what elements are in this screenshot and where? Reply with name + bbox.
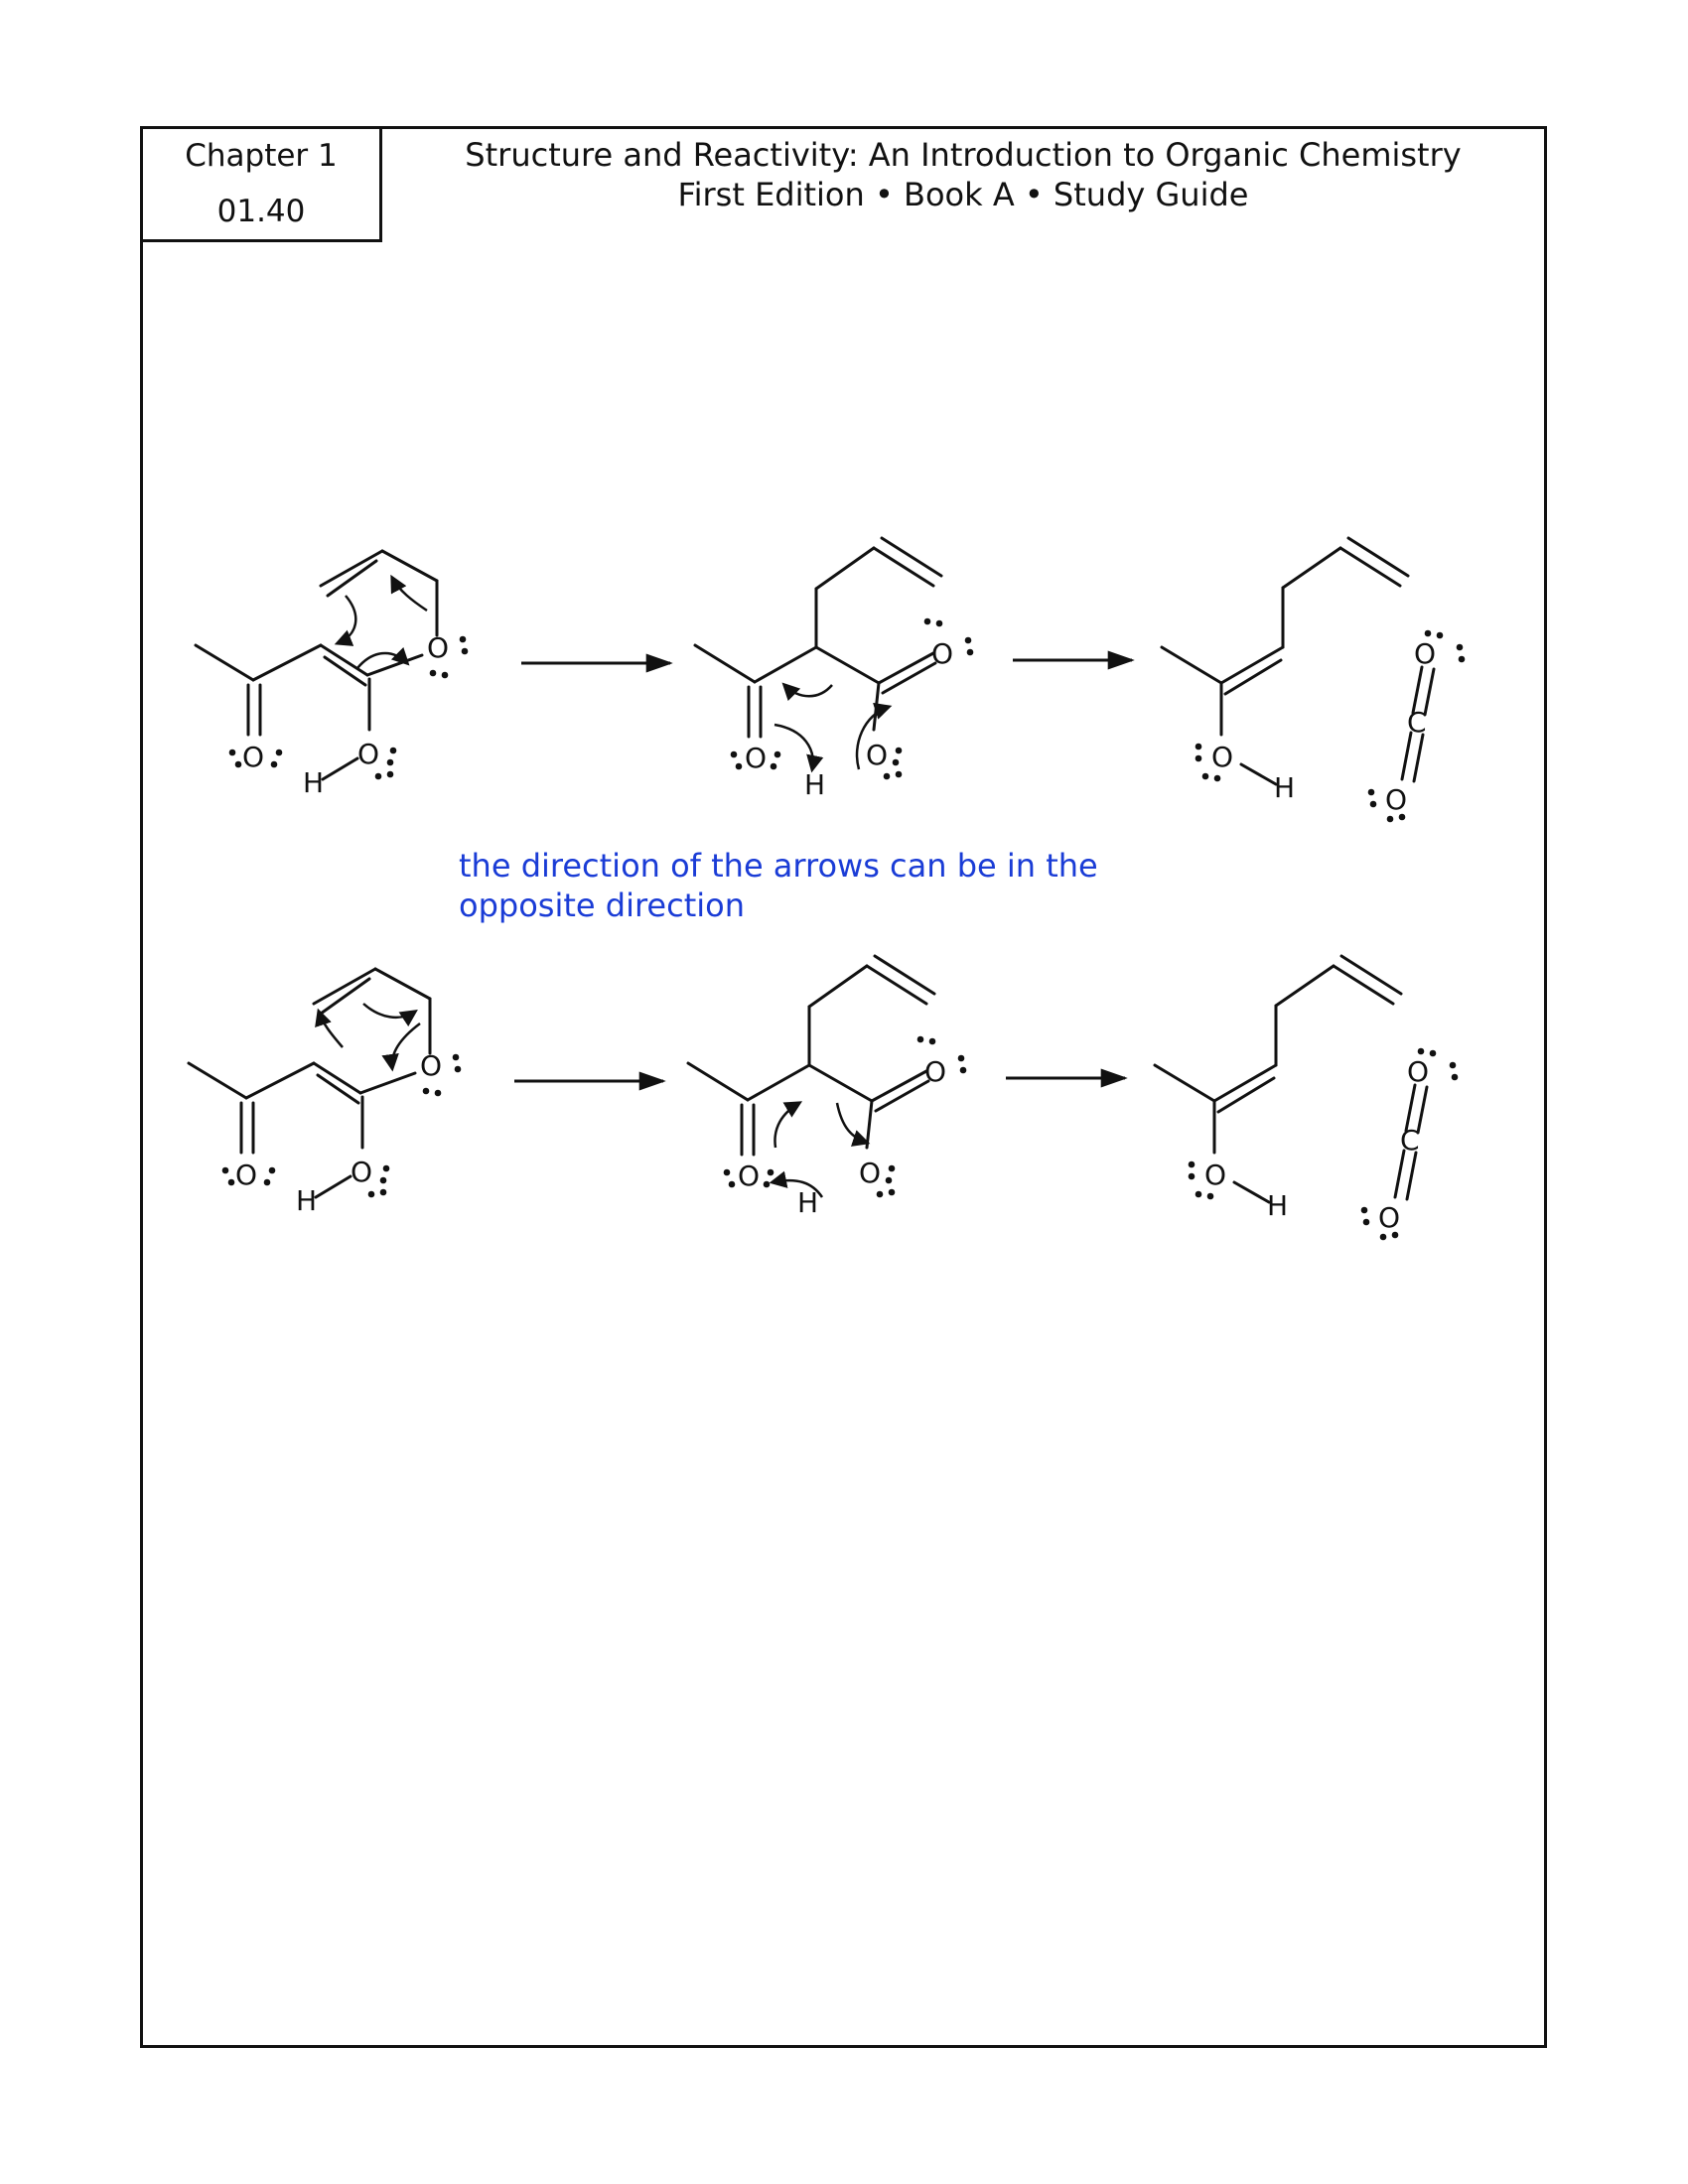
product-structures xyxy=(1155,956,1458,1240)
curved-arrows xyxy=(338,578,889,769)
curved-arrows xyxy=(319,1004,867,1197)
annotation-line-1: the direction of the arrows can be in the xyxy=(459,847,1098,885)
reaction-scheme-2 xyxy=(189,956,1458,1240)
book-title: Structure and Reactivity: An Introduction to Organic Chemistry xyxy=(465,136,1462,174)
intermediate-structure xyxy=(688,956,966,1219)
annotation-line-2: opposite direction xyxy=(459,887,745,924)
book-subtitle: First Edition • Book A • Study Guide xyxy=(677,176,1249,213)
starting-material-structure xyxy=(196,551,468,799)
chapter-label: Chapter 1 xyxy=(185,138,338,174)
intermediate-structure xyxy=(695,538,973,801)
starting-material-structure xyxy=(189,969,461,1217)
product-structures xyxy=(1162,538,1465,822)
problem-number: 01.40 xyxy=(216,194,306,229)
reaction-scheme-1 xyxy=(196,538,1465,822)
